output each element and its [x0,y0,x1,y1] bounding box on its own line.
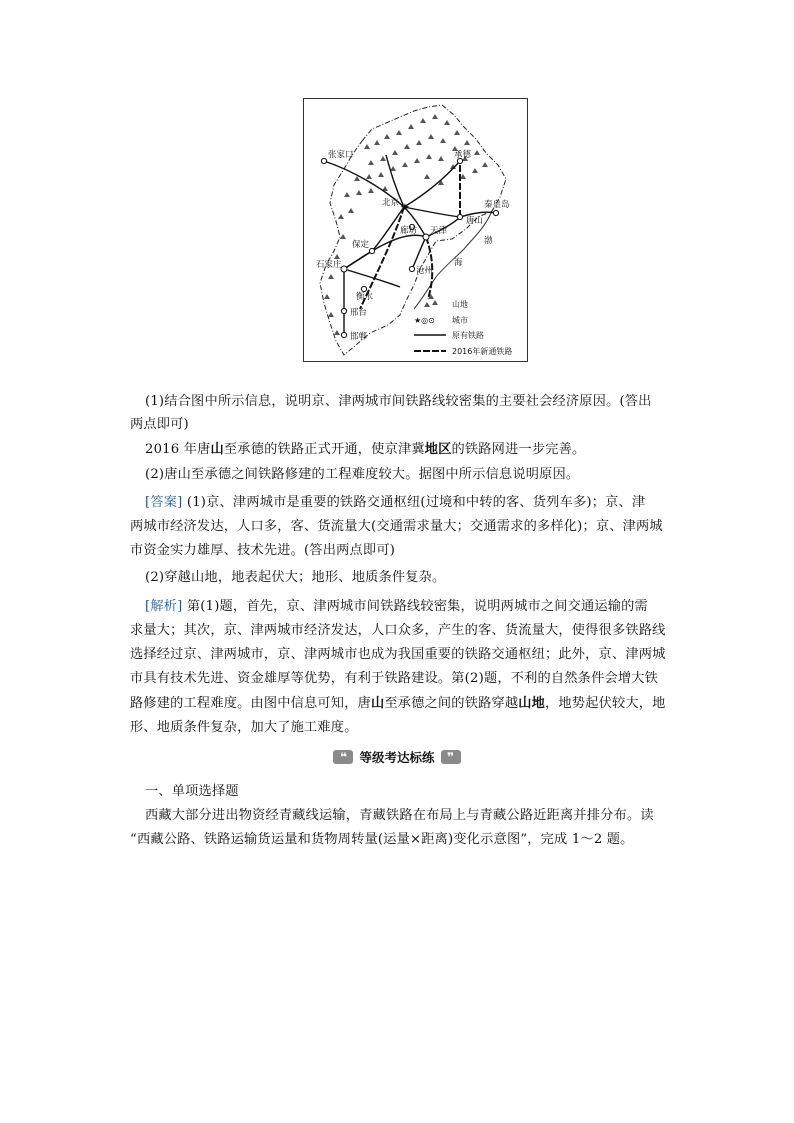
sea-label-bo: 渤 [484,236,493,246]
city-label-handan: 邯郸 [350,332,368,342]
city-label-zhangjiakou: 张家口 [328,150,354,160]
right-quote-icon: ❞ [441,750,461,764]
section-badge [333,748,460,766]
section-badge-row [0,746,794,766]
section-1-title [130,781,670,804]
intro-2016-pre: 2016 年唐 [145,442,211,457]
city-label-tianjin: 天津 [430,226,448,236]
city-markers [321,158,498,337]
answer-line1: (1)京、津两城市是重要的铁路交通枢纽(过境和中转的客、货列车多)；京、津 [186,495,646,510]
question-1 [130,391,670,414]
passage-line2: “西藏公路、铁路运输货运量和货物周转量(运量×距离)变化示意图”，完成 1～2 题。 [130,832,634,847]
answer-line2-row [130,516,670,539]
answer-line4-row [130,567,670,590]
analysis-line5-bold1: 山 [370,696,385,711]
answer-line4: (2)穿越山地，地表起伏大；地形、地质条件复杂。 [145,570,446,585]
analysis-line1: 第(1)题，首先，京、津两城市间铁路线较密集，说明两城市之间交通运输的需 [186,599,648,614]
map-legend [414,294,512,356]
analysis-line5-pre: 路修建的工程难度。由图中信息可知，唐 [130,696,371,711]
question-2 [130,464,670,487]
city-label-shijiazhuang: 石家庄 [316,260,342,270]
intro-2016-bold1: 山 [210,442,224,457]
analysis-block [130,596,670,619]
sea-label-hai: 海 [454,258,463,268]
intro-2016-post: 的铁路网进一步完善。 [451,442,586,457]
left-quote-icon: ❝ [333,750,353,764]
intro-2016-bold2: 地区 [424,442,452,457]
question-2-text: (2)唐山至承德之间铁路修建的工程难度较大。据图中所示信息说明原因。 [145,467,580,482]
analysis-line6-row [130,717,670,740]
legend-new-rail: 2016年新通铁路 [452,347,513,356]
intro-2016-mid: 至承德的铁路正式开通，使京津冀 [223,442,425,457]
analysis-line2: 求量大；其次，京、津两城市经济发达，人口众多，产生的客、货流量大，使得很多铁路线 [130,623,666,638]
city-label-xingtai: 邢台 [350,308,368,318]
analysis-line2-row [130,620,670,643]
analysis-line3: 选择经过京、津两城市，京、津两城市也成为我国重要的铁路交通枢纽；此外，京、津两城 [130,647,666,662]
analysis-line5-row [130,693,670,716]
city-label-qinhuangdao: 秦皇岛 [484,200,510,210]
city-label-baoding: 保定 [352,240,370,250]
answer-block [130,492,670,515]
city-label-langfang: 廊坊 [400,226,418,236]
capital-star: ★ [400,201,410,214]
passage-line1: 西藏大部分进出物资经青藏线运输，青藏铁路在布局上与青藏公路近距离并排分布。读 [145,808,654,823]
city-label-tangshan: 唐山 [466,216,484,226]
analysis-line4-row [130,668,670,691]
city-label-chengde: 承德 [454,150,472,160]
analysis-line6: 形、地质条件复杂，加大了施工难度。 [130,720,358,735]
answer-line3: 市资金实力雄厚、技术先进。(答出两点即可) [130,543,396,558]
legend-city-symbols: ★◎⊙ [414,316,435,325]
analysis-line3-row [130,644,670,667]
legend-city: 城市 [452,316,468,325]
passage-line2-row [130,829,670,852]
city-label-cangzhou: 沧州 [416,266,434,276]
analysis-line5-bold2: 山地 [518,696,546,711]
section-badge-text: 等级考达标练 [359,750,435,765]
railway-map-figure [303,98,528,362]
answer-line3-row [130,540,670,563]
answer-line2: 两城市经济发达，人口多，客、货流量大(交通需求量大；交通需求的多样化)；京、津两城 [130,519,663,534]
intro-2016 [130,439,670,462]
city-label-hengshui: 衡水 [356,292,374,302]
legend-old-rail: 原有铁路 [452,331,484,340]
analysis-line5-post: ，地势起伏较大，地 [545,696,666,711]
analysis-line5-mid: 至承德之间的铁路穿越 [384,696,519,711]
city-label-beijing: 北京 [382,198,400,208]
question-1-line1: (1)结合图中所示信息，说明京、津两城市间铁路线较密集的主要社会经济原因。(答出 [145,394,652,409]
legend-mountain: 山地 [452,300,468,309]
answer-label: [答案] [145,495,183,510]
question-1-cont [130,414,670,437]
question-1-line2: 两点即可) [130,417,189,432]
passage-line1-row [130,805,670,828]
analysis-line4: 市具有技术先进、资金雄厚等优势，有利于铁路建设。第(2)题，不利的自然条件会增大铁 [130,671,659,686]
section-1-title-text: 一、单项选择题 [145,784,239,799]
railway-map-svg [304,99,529,363]
analysis-label: [解析] [145,599,183,614]
